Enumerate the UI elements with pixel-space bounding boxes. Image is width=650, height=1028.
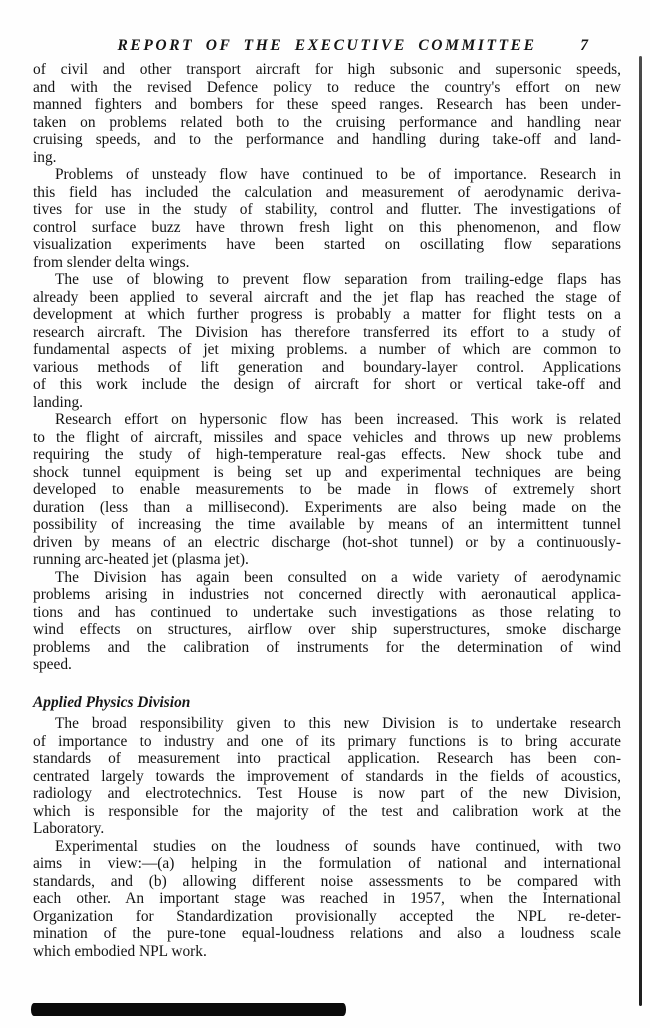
paragraph [33,271,621,411]
page-number: 7 [580,37,588,54]
text-line: manned fighters and bombers for these speed ranges. Research has been under- [33,96,621,113]
text-line: Problems of unsteady flow have continued to be of importance. Research in [55,166,621,183]
text-line: aims in view:—(a) helping in the formulation of national and international [33,855,621,872]
section-heading: Applied Physics Division [33,693,191,711]
text-line: standards, and (b) allowing different noise assessments to be compared with [33,872,621,890]
page-title: REPORT OF THE EXECUTIVE COMMITTEE [117,37,537,54]
text-line: fundamental aspects of jet mixing problems. a number of which are common to [33,341,621,358]
paragraph [33,838,621,961]
running-header [33,37,621,57]
text-line: of civil and other transport aircraft for high subsonic and supersonic speeds, [33,61,621,78]
paragraph [33,569,621,674]
text-line: The use of blowing to prevent flow separation from trailing-edge flaps has [55,271,621,288]
text-line: cruising speeds, and to the performance and handling during take-off and land- [33,131,621,148]
text-line: problems and the calibration of instruments for the determination of wind [33,638,621,656]
text-line: which embodied NPL work. [33,942,207,960]
text-line: wind effects on structures, airflow over ship superstructures, smoke discharge [33,621,621,638]
text-line: visualization experiments have been started on oscillating flow separations [33,236,621,253]
text-line: tives for use in the study of stability, control and flutter. The investigations of [33,201,621,218]
text-line: to the flight of aircraft, missiles and space vehicles and throws up new problems [33,428,621,446]
text-line: already been applied to several aircraft and the jet flap has reached the stage of [33,288,621,306]
text-line: Laboratory. [33,820,105,837]
text-line: possibility of increasing the time available by means of an intermittent tunnel [33,516,621,533]
text-line: ing. [33,148,57,166]
text-line: speed. [33,656,72,673]
text-line: problems arising in industries not concerned directly with aeronautical applica- [33,586,621,603]
text-line: radiology and electrotechnics. Test House is now part of the new Division, [33,785,621,802]
text-line: and with the revised Defence policy to reduce the country's effort on new [33,78,621,96]
text-line: taken on problems related both to the cruising performance and handling near [33,113,621,131]
text-line: The Division has again been consulted on a wide variety of aerodynamic [55,568,621,586]
text-line: Organization for Standardization provisionally accepted the NPL re-deter- [33,907,621,925]
text-line: developed to enable measurements to be made in flows of extremely short [33,481,621,498]
paragraph [33,61,621,166]
body-content [33,61,621,960]
text-line: each other. An important stage was reached in 1957, when the International [33,890,621,907]
text-line: duration (less than a millisecond). Experiments are also being made on the [33,498,621,516]
text-line: driven by means of an electric discharge (hot-shot tunnel) or by a continuously- [33,533,621,551]
text-line: development at which further progress is probably a matter for flight tests on a [33,306,621,323]
text-line: Experimental studies on the loudness of sounds have continued, with two [55,837,621,855]
text-line: mination of the pure-tone equal-loudness relations and also a loudness scale [33,925,621,942]
text-line: research aircraft. The Division has therefore transferred its effort to a study of [33,323,621,341]
text-line: of importance to industry and one of its primary functions is to bring accurate [33,732,621,750]
text-line: various methods of lift generation and boundary-layer control. Applications [33,358,621,376]
text-line: The broad responsibility given to this new Division is to undertake research [55,715,621,732]
paragraph [33,715,621,838]
text-line: running arc-heated jet (plasma jet). [33,551,249,568]
paragraph [33,166,621,271]
text-line: tions and has continued to undertake such investigations as those relating to [33,603,621,621]
text-line: from slender delta wings. [33,253,190,271]
text-line: centrated largely towards the improvement of standards in the fields of acoustics, [33,767,621,785]
text-line: shock tunnel equipment is being set up and experimental techniques are being [33,463,621,481]
text-line: standards of measurement into practical application. Research has been con- [33,750,621,767]
scan-artifact-bottom-bar [31,1003,346,1016]
scan-artifact-right-edge [639,56,642,1006]
paragraph [33,411,621,569]
text-line: which is responsible for the majority of the test and calibration work at the [33,802,621,820]
text-line: Research effort on hypersonic flow has been increased. This work is related [55,411,621,428]
text-line: this field has included the calculation and measurement of aerodynamic deriva- [33,183,621,201]
text-line: landing. [33,393,84,411]
text-line: requiring the study of high-temperature real-gas effects. New shock tube and [33,446,621,463]
text-line: of this work include the design of aircraft for short or vertical take-off and [33,376,621,393]
text-line: control surface buzz have thrown fresh light on this phenomenon, and flow [33,218,621,236]
